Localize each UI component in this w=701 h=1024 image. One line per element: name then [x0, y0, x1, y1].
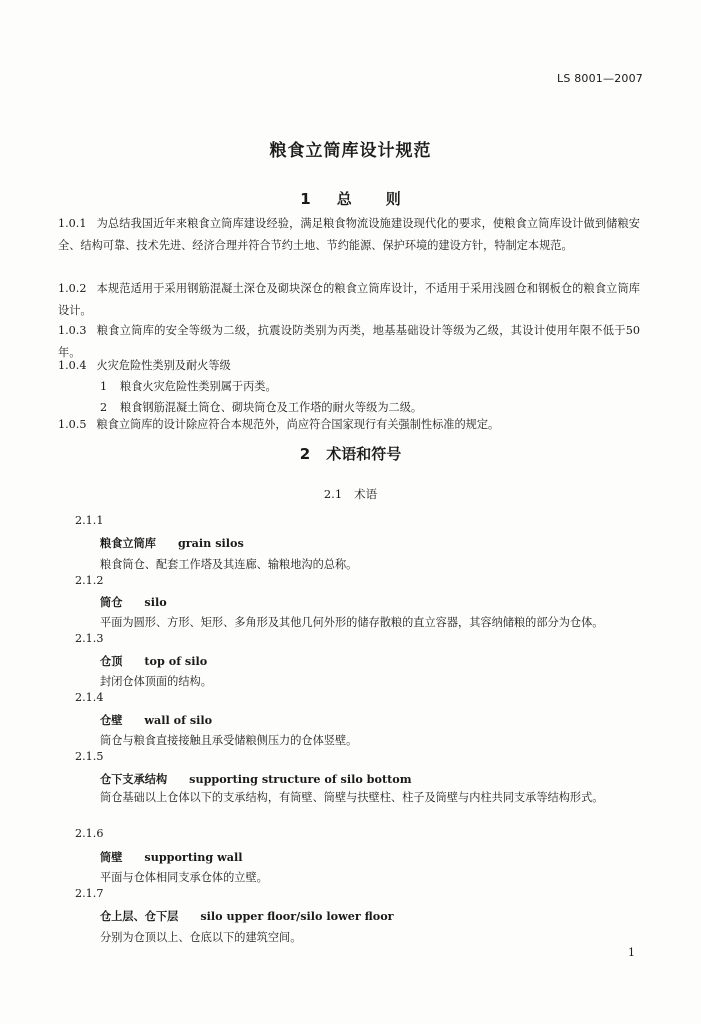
term-english: silo upper floor/silo lower floor [200, 909, 394, 923]
clause-1-0-1 [58, 213, 640, 256]
document-title: 粮食立筒库设计规范 [269, 141, 432, 161]
section-2-1-heading [0, 486, 701, 502]
term-english: supporting wall [144, 850, 243, 864]
item-number: 1 [100, 380, 108, 393]
term-code: 2.1.1 [75, 514, 104, 527]
term-heading [100, 771, 412, 787]
chapter-number: 2 [299, 445, 311, 463]
term-definition: 粮食筒仓、配套工作塔及其连廊、输粮地沟的总称。 [100, 558, 358, 571]
clause-text: 为总结我国近年来粮食立筒库建设经验，满足粮食物流设施建设现代化的要求，使粮食立筒库设计做到储粮安全、结构可靠、技术先进、经济合理并符合节约土地、节约能源、保护环境的建设方针，特制定本规范。 [58, 217, 640, 252]
term-definition: 筒仓与粮食直接接触且承受储粮侧压力的仓体竖壁。 [100, 734, 358, 747]
clause-1-0-2 [58, 278, 640, 321]
page-number: 1 [628, 946, 635, 959]
chapter-number: 1 [300, 190, 311, 208]
clause-1-0-5 [58, 414, 640, 436]
term-chinese: 仓顶 [100, 655, 123, 668]
term-chinese: 仓壁 [100, 714, 123, 727]
section-title: 术语 [354, 487, 378, 501]
term-english: silo [144, 595, 167, 609]
clause-number: 1.0.5 [58, 418, 87, 431]
term-english: wall of silo [144, 713, 213, 727]
term-definition: 平面为圆形、方形、矩形、多角形及其他几何外形的储存散粮的直立容器，其容纳储粮的部分为仓体。 [100, 616, 604, 629]
term-code: 2.1.4 [75, 691, 104, 704]
term-chinese: 粮食立筒库 [100, 537, 156, 550]
term-code: 2.1.2 [75, 574, 104, 587]
term-definition: 筒仓基础以上仓体以下的支承结构，有筒壁、筒壁与扶壁柱、柱子及筒壁与内柱共同支承等结构形式。 [100, 791, 604, 804]
term-english: top of silo [144, 654, 208, 668]
term-chinese: 筒仓 [100, 596, 123, 609]
term-english: grain silos [177, 536, 244, 550]
section-number: 2.1 [323, 487, 343, 501]
term-definition: 平面与仓体相同支承仓体的立壁。 [100, 871, 268, 884]
term-heading [100, 535, 244, 551]
term-code: 2.1.7 [75, 887, 104, 900]
term-code: 2.1.6 [75, 827, 104, 840]
term-heading [100, 908, 394, 924]
clause-number: 1.0.1 [58, 217, 87, 230]
standard-code: LS 8001—2007 [557, 72, 643, 85]
clause-1-0-4-item-1 [100, 378, 277, 394]
clause-text: 粮食立筒库的设计除应符合本规范外，尚应符合国家现行有关强制性标准的规定。 [96, 418, 500, 431]
item-text: 粮食火灾危险性类别属于丙类。 [120, 380, 277, 393]
chapter-1-heading [0, 188, 701, 209]
clause-text: 粮食立筒库的安全等级为二级，抗震设防类别为丙类，地基基础设计等级为乙级，其设计使用年限不低于50年。 [58, 324, 640, 359]
term-heading [100, 849, 242, 865]
item-text: 粮食钢筋混凝土筒仓、砌块筒仓及工作塔的耐火等级为二级。 [120, 401, 423, 414]
term-chinese: 仓上层、仓下层 [100, 910, 179, 923]
chapter-2-heading [0, 443, 701, 464]
term-code: 2.1.3 [75, 632, 104, 645]
chapter-title: 总则 [336, 190, 435, 208]
term-heading [100, 712, 212, 728]
clause-text: 本规范适用于采用钢筋混凝土深仓及砌块深仓的粮食立筒库设计，不适用于采用浅圆仓和钢板仓的粮食立筒库设计。 [58, 282, 640, 317]
term-code: 2.1.5 [75, 750, 104, 763]
clause-1-0-4-item-2 [100, 399, 422, 415]
chapter-title: 术语和符号 [326, 445, 402, 463]
clause-1-0-4 [58, 355, 640, 377]
item-number: 2 [100, 401, 108, 414]
term-chinese: 筒壁 [100, 851, 123, 864]
clause-number: 1.0.2 [58, 282, 87, 295]
clause-number: 1.0.4 [58, 359, 87, 372]
term-chinese: 仓下支承结构 [100, 773, 168, 786]
term-definition: 分别为仓顶以上、仓底以下的建筑空间。 [100, 931, 302, 944]
clause-number: 1.0.3 [58, 324, 87, 337]
term-heading [100, 594, 167, 610]
term-english: supporting structure of silo bottom [189, 772, 412, 786]
clause-text: 火灾危险性类别及耐火等级 [96, 359, 231, 372]
term-heading [100, 653, 207, 669]
term-definition: 封闭仓体顶面的结构。 [100, 675, 212, 688]
